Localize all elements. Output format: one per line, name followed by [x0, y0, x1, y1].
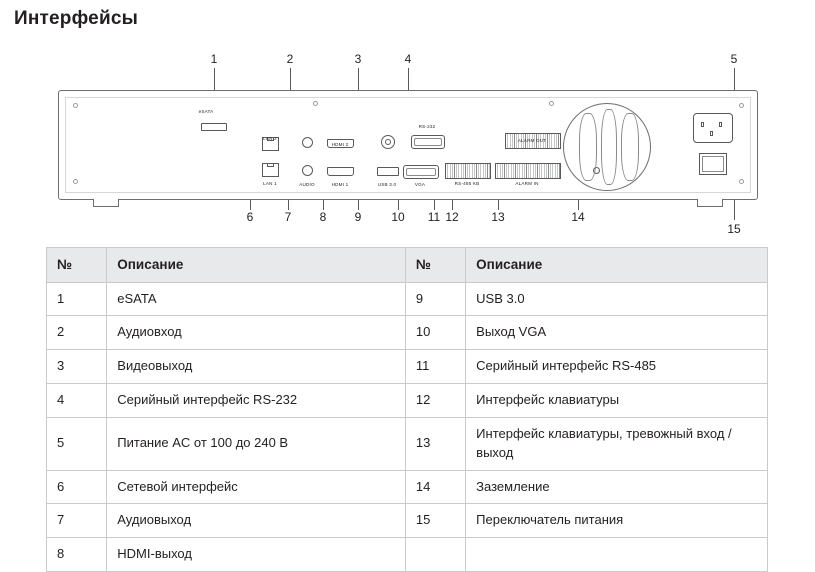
device-rear-panel [58, 90, 758, 200]
ac-inlet-pin [710, 131, 713, 136]
cell-number-right [405, 538, 465, 572]
callout-number: 15 [727, 222, 741, 236]
callout-number: 4 [404, 52, 412, 66]
callout-number: 1 [210, 52, 218, 66]
chassis-foot-left [93, 199, 119, 207]
cell-number-right: 13 [405, 417, 465, 470]
port-label-esata: eSATA [198, 109, 214, 114]
table-body [47, 282, 768, 572]
screw-icon [739, 103, 744, 108]
callout-number: 12 [445, 210, 459, 224]
cell-number-left: 8 [47, 538, 107, 572]
port-label-alarm-out: ALARM OUT [517, 138, 547, 143]
cell-description-right: Серийный интерфейс RS-485 [466, 350, 768, 384]
chassis-foot-right [697, 199, 723, 207]
port-label-alarm-in: ALARM IN [515, 181, 539, 186]
screw-icon [549, 101, 554, 106]
column-header-description-right: Описание [466, 248, 768, 283]
port-label-usb30: USB 3.0 [377, 182, 397, 187]
screw-icon [73, 179, 78, 184]
fan-vent [601, 109, 617, 185]
cell-description-right: USB 3.0 [466, 282, 768, 316]
table-row [47, 384, 768, 418]
table-row [47, 538, 768, 572]
port-label-audio: AUDIO [299, 182, 315, 187]
callout-number: 3 [354, 52, 362, 66]
column-header-number-left: № [47, 248, 107, 283]
hdmi1-port [327, 167, 354, 176]
cell-description-left: eSATA [107, 282, 406, 316]
fan-vent [579, 113, 597, 181]
cell-number-left: 3 [47, 350, 107, 384]
cell-number-left: 1 [47, 282, 107, 316]
cell-description-left: Аудиовыход [107, 504, 406, 538]
port-label-lan1: LAN 1 [263, 181, 277, 186]
table-row [47, 504, 768, 538]
interfaces-table-wrapper [46, 247, 768, 572]
cell-number-left: 7 [47, 504, 107, 538]
audio-out-jack [302, 165, 313, 176]
ac-inlet-pin [719, 122, 722, 127]
cell-description-left: HDMI-выход [107, 538, 406, 572]
cell-number-left: 2 [47, 316, 107, 350]
callout-number: 6 [246, 210, 254, 224]
cell-number-right: 15 [405, 504, 465, 538]
ac-power-inlet [693, 113, 733, 143]
cell-description-left: Видеовыход [107, 350, 406, 384]
callout-number: 10 [391, 210, 405, 224]
callout-number: 13 [491, 210, 505, 224]
cell-description-right: Переключатель питания [466, 504, 768, 538]
vga-port [403, 165, 439, 179]
cell-number-left: 4 [47, 384, 107, 418]
cell-number-right: 11 [405, 350, 465, 384]
ac-inlet-pin [701, 122, 704, 127]
cell-number-left: 6 [47, 470, 107, 504]
table-row [47, 470, 768, 504]
callout-number: 11 [427, 210, 441, 224]
callout-number: 5 [730, 52, 738, 66]
usb3-port [377, 167, 399, 176]
page-title: Интерфейсы [14, 8, 139, 29]
cell-number-right: 9 [405, 282, 465, 316]
callout-number: 14 [571, 210, 585, 224]
port-label-hdmi1: HDMI 1 [331, 182, 349, 187]
lan1-port [262, 163, 279, 177]
table-row [47, 282, 768, 316]
screw-icon [313, 101, 318, 106]
cell-description-right: Интерфейс клавиатуры [466, 384, 768, 418]
column-header-description-left: Описание [107, 248, 406, 283]
table-row [47, 350, 768, 384]
callout-number: 8 [319, 210, 327, 224]
cell-description-left: Питание AC от 100 до 240 В [107, 417, 406, 470]
power-switch[interactable] [699, 153, 727, 175]
table-head [47, 248, 768, 283]
vga-port-inner [406, 168, 436, 176]
cell-description-left: Аудиовход [107, 316, 406, 350]
table-row [47, 417, 768, 470]
port-label-rs232: RS-232 [418, 124, 436, 129]
cell-description-right: Интерфейс клавиатуры, тревожный вход / выход [466, 417, 768, 470]
audio-in-jack [302, 137, 313, 148]
cell-description-right: Выход VGA [466, 316, 768, 350]
esata-port [201, 123, 227, 131]
port-label-vga: VGA [414, 182, 426, 187]
cell-number-right: 12 [405, 384, 465, 418]
rs485-keyboard-terminal [445, 163, 491, 179]
callout-number: 2 [286, 52, 294, 66]
column-header-number-right: № [405, 248, 465, 283]
fan-vent [621, 113, 639, 181]
callout-number: 7 [284, 210, 292, 224]
table-header-row [47, 248, 768, 283]
callout-number: 9 [354, 210, 362, 224]
cell-description-right [466, 538, 768, 572]
rear-panel-diagram [30, 52, 790, 236]
power-switch-rocker[interactable] [702, 156, 724, 172]
interfaces-table [46, 247, 768, 572]
cell-description-right: Заземление [466, 470, 768, 504]
port-label-hdmi2: HDMI 2 [331, 142, 349, 147]
cell-description-left: Серийный интерфейс RS-232 [107, 384, 406, 418]
table-row [47, 316, 768, 350]
screw-icon [739, 179, 744, 184]
port-label-rs485-kb: RS-485 KB [454, 181, 480, 186]
cell-description-left: Сетевой интерфейс [107, 470, 406, 504]
rs232-port [411, 135, 445, 149]
alarm-in-terminal [495, 163, 561, 179]
cell-number-right: 14 [405, 470, 465, 504]
cell-number-right: 10 [405, 316, 465, 350]
rs232-port-inner [414, 138, 442, 146]
video-out-bnc-center [385, 139, 391, 145]
cell-number-left: 5 [47, 417, 107, 470]
screw-icon [73, 103, 78, 108]
port-label-lan2: LAN 2 [263, 136, 277, 141]
